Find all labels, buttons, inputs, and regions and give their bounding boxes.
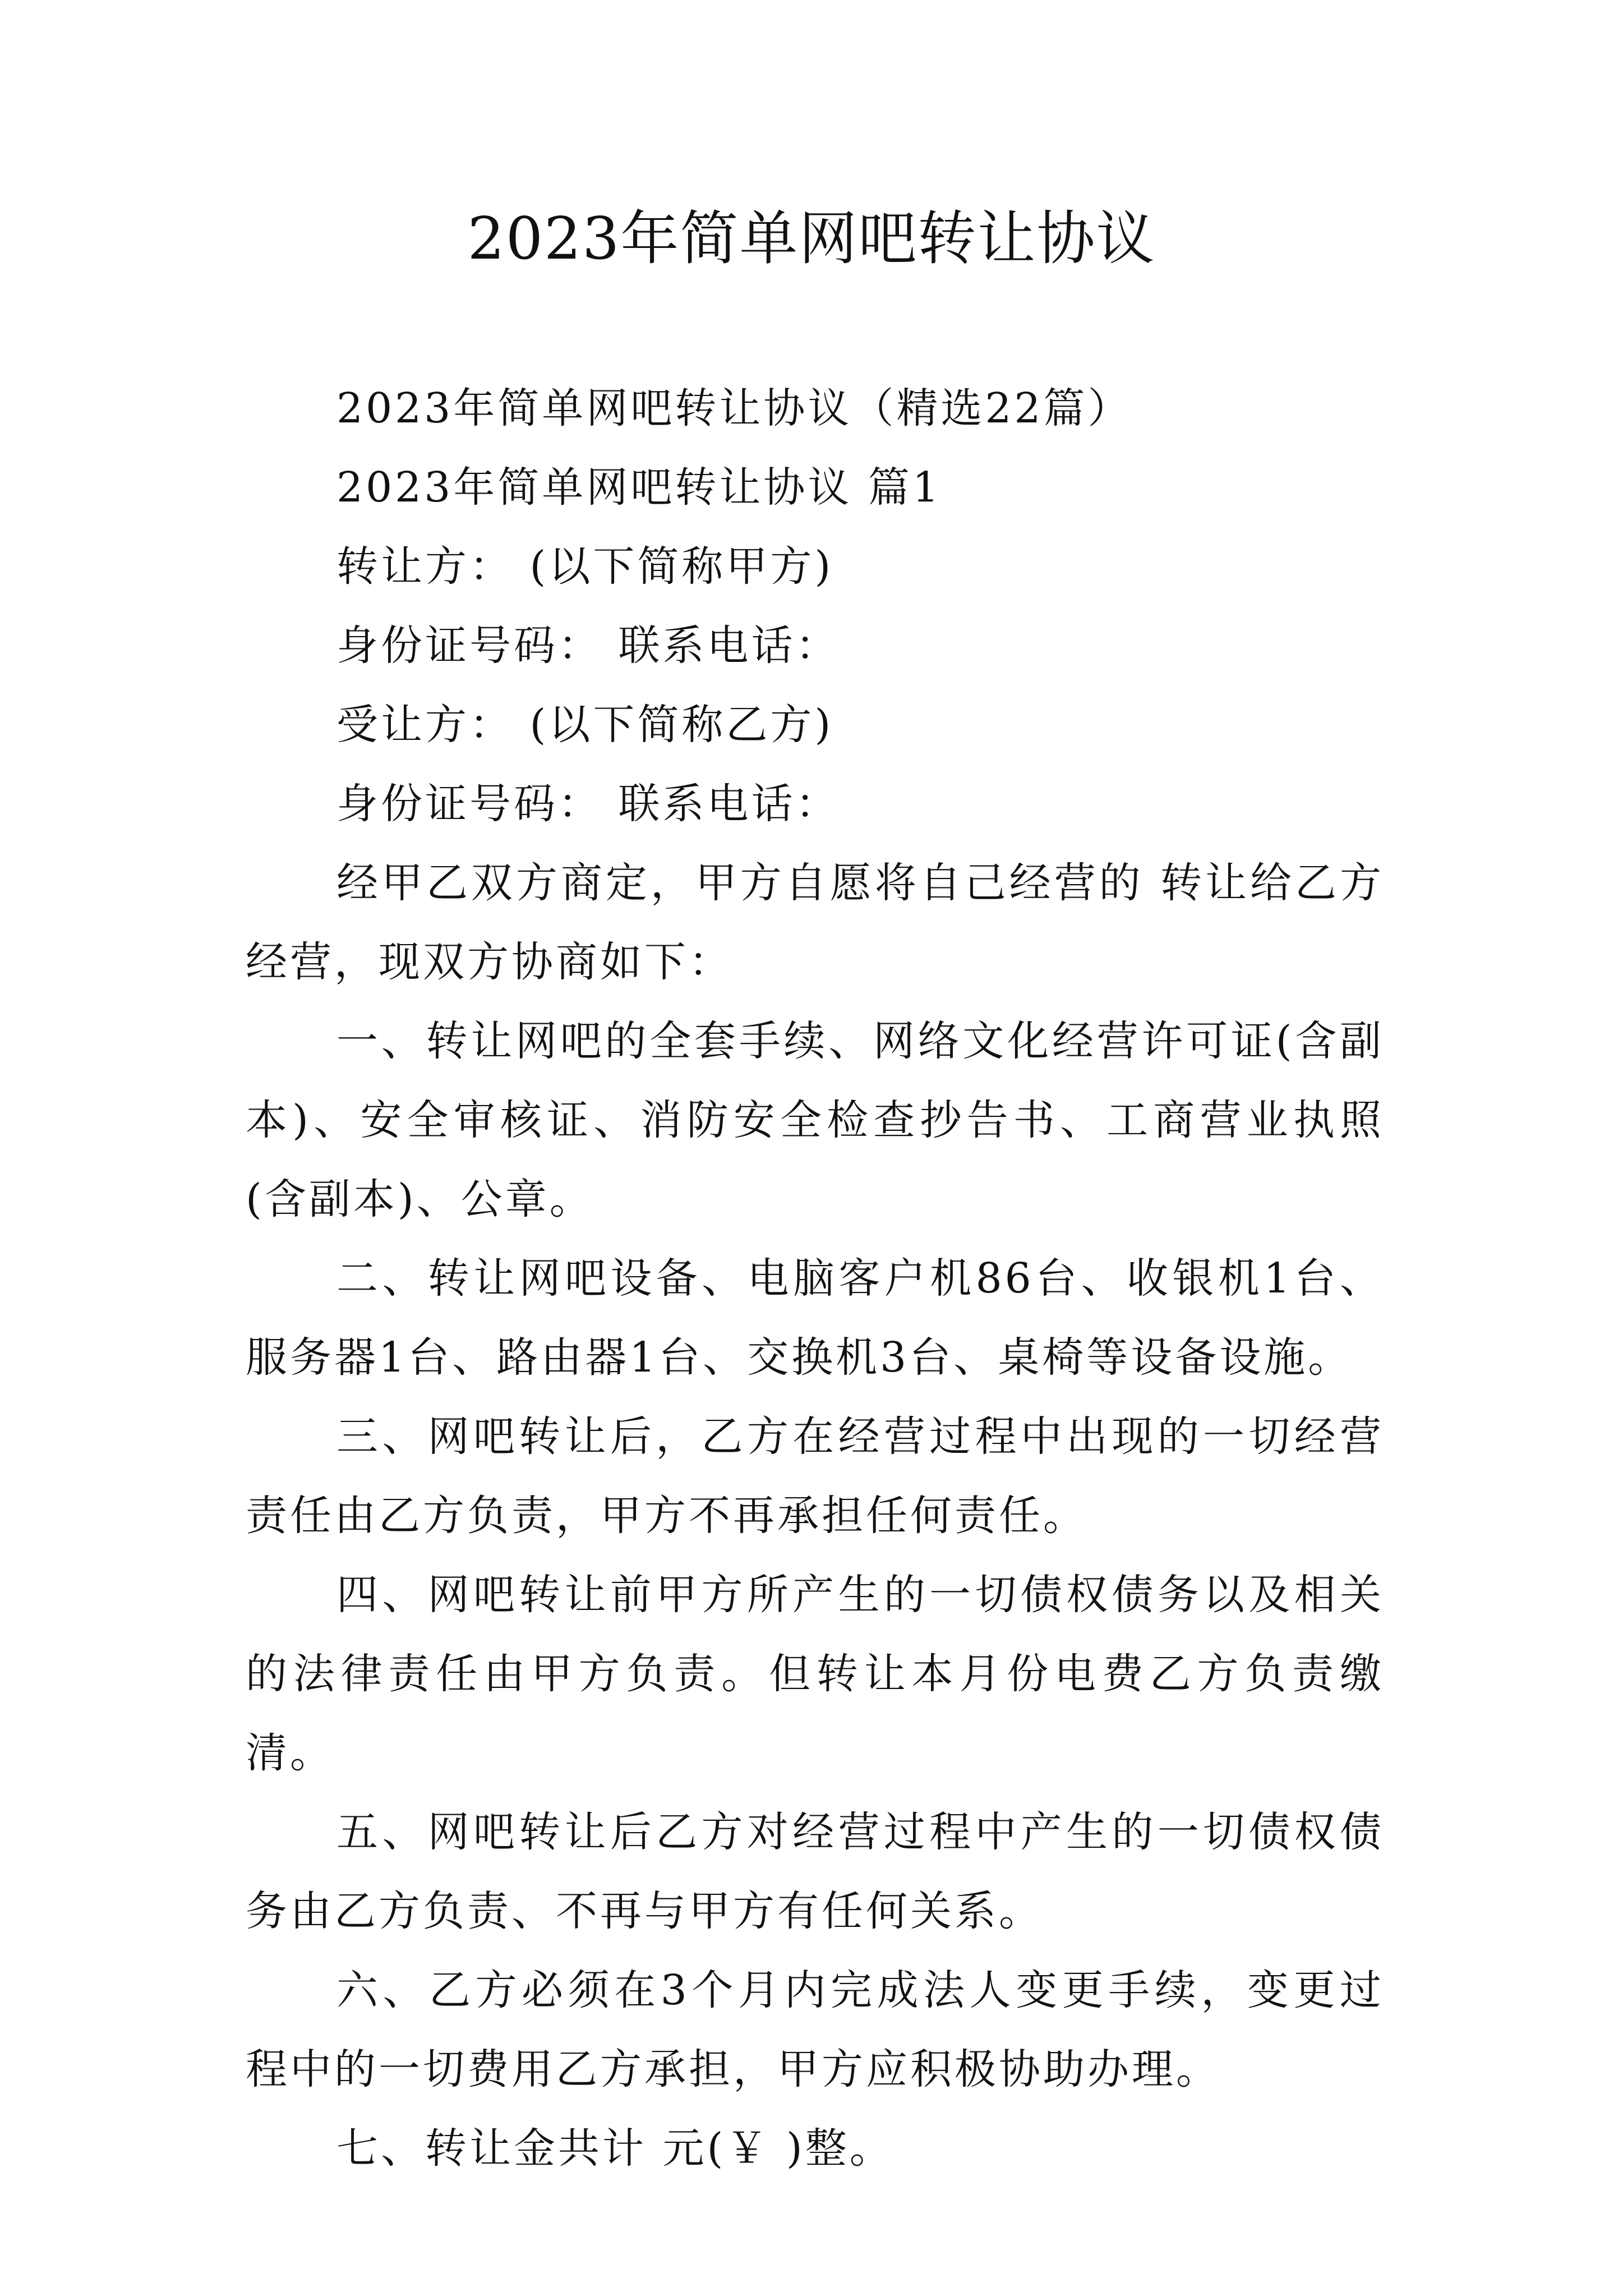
paragraph-section-heading: 2023年简单网吧转让协议 篇1 [336,463,942,512]
paragraph-intro: 经甲乙双方商定，甲方自愿将自己经营的 转让给乙方经营，现双方协商如下： [246,859,1384,986]
paragraph-clause-5: 五、网吧转让后乙方对经营过程中产生的一切债权债务由乙方负责、不再与甲方有任何关系。 [246,1808,1384,1935]
paragraph-clause-3: 三、网吧转让后，乙方在经营过程中出现的一切经营责任由乙方负责，甲方不再承担任何责任。 [246,1412,1384,1540]
paragraph-clause-2: 二、转让网吧设备、电脑客户机86台、收银机1台、服务器1台、路由器1台、交换机3台、桌椅等设备设施。 [246,1254,1384,1382]
paragraph-transferee: 受让方： (以下简称乙方) [336,701,834,749]
paragraph-clause-7: 七、转让金共计 元(￥ )整。 [336,2124,894,2173]
paragraph-clause-4: 四、网吧转让前甲方所产生的一切债权债务以及相关的法律责任由甲方负责。但转让本月份电费乙方负责缴清。 [246,1571,1384,1777]
paragraph-clause-6: 六、乙方必须在3个月内完成法人变更手续，变更过程中的一切费用乙方承担，甲方应积极协助办理。 [246,1966,1384,2093]
paragraph-clause-1: 一、转让网吧的全套手续、网络文化经营许可证(含副本)、安全审核证、消防安全检查抄告书、工商营业执照(含副本)、公章。 [246,1017,1384,1223]
paragraph-transferor-id: 身份证号码： 联系电话： [336,622,840,670]
document-title: 2023年简单网吧转让协议 [467,204,1156,273]
paragraph-subtitle: 2023年简单网吧转让协议（精选22篇） [336,384,1132,432]
document-body [246,369,1384,2188]
paragraph-transferor: 转让方： (以下简称甲方) [336,542,834,591]
paragraph-transferee-id: 身份证号码： 联系电话： [336,780,840,828]
